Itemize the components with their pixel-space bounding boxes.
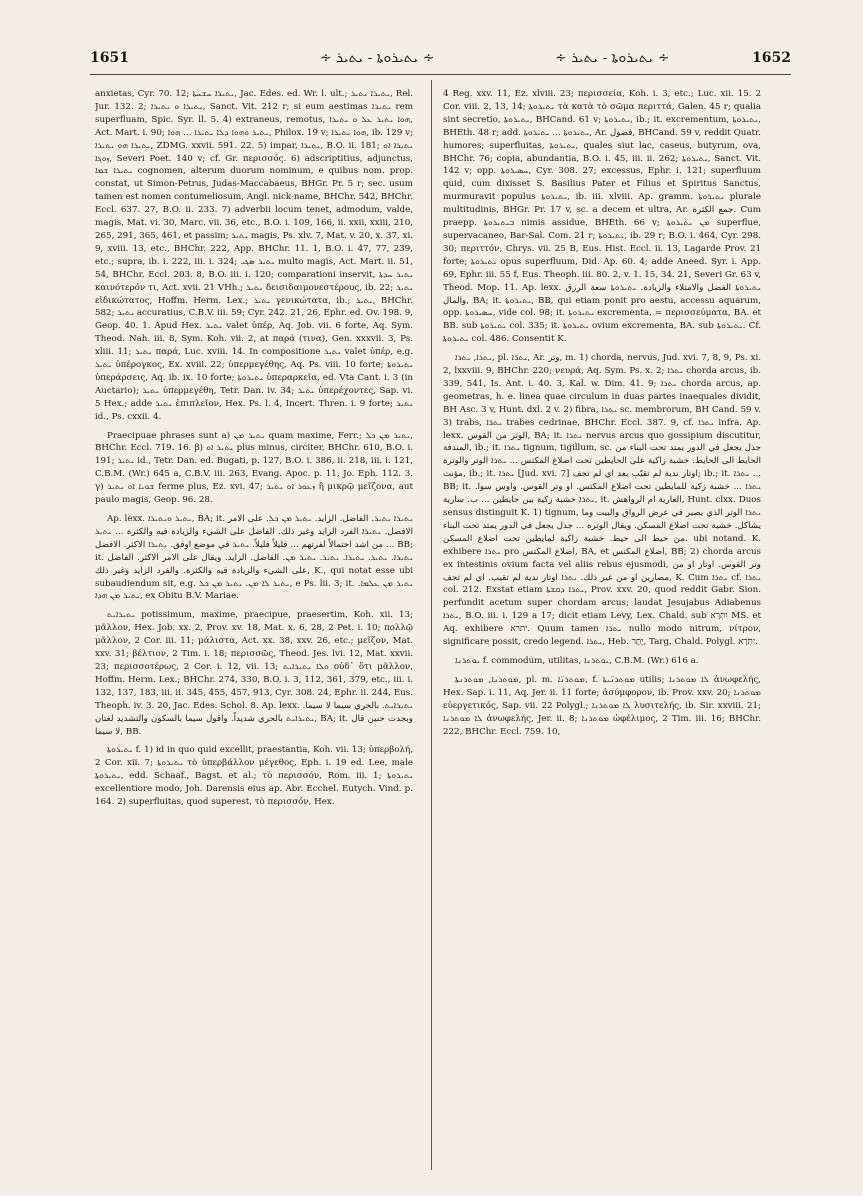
left-page-number: 1651 (90, 50, 129, 66)
right-page-number: 1652 (752, 50, 791, 66)
entry-paragraph: Praecipuae phrases sunt a) ܝܬܝܪ ܡܢ quam maxime, Ferr.; ܝܬܝܪ ܡܢ ܟܠ, BHChr. Eccl. 719. 16. β) ܝܬܝܪ ܐܘ plus minus, circiter, BHChr. 610, B.O. i. 191; ܝܬܝܪ id., Tetr. Dan. ed. Bugati, p. 127, B.O. i. 386, ii. 218, iii. i. 121, C.B.M. (Wr.) 645 a, C.B.V. iii. 263, Evang. Apoc. p. 11, Jo. Eph. 112. 3. γ) ܫܘܝܐ ܐܘ ܝܬܝܪ ferme plus, Ez. xvi. 47; ܙܥܘܪ ܐܘ ܝܬܝܪ ἢ μικρῷ μεῖζονα, aut paulo magis, Geop. 96. 28. (95, 430, 413, 506)
right-running-title: ∻ ܝܬܝܪܘܬܐ - ܝܬܝܪ ∻ (555, 50, 670, 66)
entry-paragraph: ܝܘܬܪܢܐ f. commodum, utilitas, ܝܘܬܪܢܐ, C.B.M. (Wr.) 616 a. (455, 655, 699, 666)
page-header (90, 40, 791, 75)
entry-paragraph: ܝܬܝܪܘܬܐ f. 1) id in quo quid excellit, praestantia, Koh. vii. 13; ὑπερβολή, 2 Cor. xii. 7; ܝܬܝܪܘܬܐ τὸ ὑπερβάλλον μέγεθος, Eph. i. 19 ed. Lee, male ܝܬܝܪܘܬܐ, edd. Schaaf., Bagst. et al.; τὸ περισσόν, Rom. iii. 1; ܝܬܝܪܘܬܐ excellentiore modo, Joh. Darensis eius ap. Abr. Ecchel. Eutych. Vind. p. 164. 2) superfluitas, quod superest, τὸ περισσόν, Hex. (95, 745, 413, 808)
entry-paragraph: ܝܬܪܐ, ܝܬܪܐ, pl. ܝܬܪ̈ܐ, Ar. وتر, m. 1) chorda, nervus, Jud. xvi. 7, 8, 9, Ps. xi. 2, lxxviii. 9, BHChr. 220; νευρά, Aq. Sym. Ps. x. 2; ܝܬܪܐ chorda arcus, ib. 339, 541, Is. Ant. i. 40. 3, Kal. w. Dim. 41. 9; ܝܬܪܐ chorda arcus, ap. geometras, h. e. linea quae circulum in duas partes inaequales dividit, BH Asc. 3 v, Hunt. dxl. 2 v. 2) fibra, ܝܬܪܐ sc. membrorum, BH Cand. 59 v. 3) trabs, ܝܬܪ̈ܐ trabes cedrinae, BHChr. Eccl. 387. 9, cf. ܝܬܪܐ infra. Ap. lexx. الوتر من القوس, BA; it. ܝܬܪܐ nervus arcus quo gossipium discutitur, المندفة, ib.; it. ܝܬܪܐ tignum, tigillum, sc. جذل يجعل في الدور يمتد تحت البناء من الحايط الى الحايط. خشبة زاكية على الحايطين تحت اضلاع المكتس ... ܝܬܪܐ الوتر والوترة مؤنث, ib.; it. ܝܬܪܐ [Jud. xvi. 7] اوتار ندية لم تقيّب بعد اي لم تجف; ib.; it. ܝܬܪܐ ... BB; it. ܝܬܪܐ ... خشبة زكية للمايطين تحت اضلاع المكتس. او وتر القوس. واوس سوا. ܝܬܪܐ خشبة زكية بين حايطين ... ب. سارية, it. العارية ام الرواهش, Hunt. clxx. Duos sensus distinguit K. 1) tignum, ܝܬܪܐ الوتر الذي يصير في عرض الرواق والبيت وما يشاكل. خشبة تحت اضلاع المسكن. ويقال الوترة ... جذل يجعل في الدور يمتد تحت البناء من حيط الى حيط. خشبة زاكية لمايطين تحت اضلاع المسكن. ubi notand. K. exhibere ܝܬܪܐ pro اضلاع المكتس, BA, et اضلاع المكتس, BB; 2) chorda arcus ex intestinis ovium facta vel aliis rebus ejusmodi, وتر القوس. اوتار او من مصارين او من غير ذلك. ܝܬܪܐ اوتار ندية لم تقيب. اي لم تجف, K. Cum ܝܬܪܐ cf. ܝܬܪܐ col. 212. Exstat etiam ܝܬܪܐ ܕܩܫܬܐ, Prov. xxv. 20, quod reddit Gabr. Sion. perfundit acetum super chordam arcus; laudat Jesujabus Adiabenus ܝܬܪܐ, B.O. iii. i. 129 a 17; dicit etiam Levy, Lex. Chald. sub יִתְרָא MS. et Aq. exhibere יתרא. Quum tamen ܝܬܪܐ nullo modo nitrum, νίτρον, significare possit, credo legend. ܝܬܪܐ, Heb. יֶתֶר, Targ. Chald. Polygl. יִתְרָא. (443, 353, 761, 648)
entry-paragraph: 4 Reg. xxv. 11, Ez. xlviii. 23; περισσεία, Koh. i. 3, etc.; Luc. xii. 15. 2 Cor. viii. 2, 13, 14; ܝܬܝܪܘܬܐ τὰ κατὰ τὸ σῶμα περιττά, Galen. 45 r; qualia sint secretio, ܝܬܝܪܘܬܐ, BHCand. 61 v; ܝܬܝܪܘܬܐ, ib.; it. excrementum, ܝܬܝܪܘܬܐ, BHEth. 48 r; add. ܝܬܝܪܘܬܐ ... ܝܬܝܪܘܬܐ, Ar. فضول, BHCand. 59 v, reddit Quatr. humores; superfluitas, ܝܬܝܪܘܬܐ, quales siut lac, caseus, butyrum, ova, BHChr. 76; copia, abundantia, B.O. i. 45, iii. ii. 262; ܝܬܝܪܘܬܐ, Sanct. Vit. 142 v; opp. ܚܣܝܪܘܬܐ, Cyr. 308. 27; excessus, Ephr. i. 121; superfluum quid, cum dixisset S. Basilius Pater et Filius et Spiritus Sanctus, murmuravit populus ܝܬܝܪܘܬܐ, ib. iii. xlviii. Ap. gramm. ܝܬܝܪܘܬܐ plurale multitudinis, BHGr. Pr. 17 v, sc. a decem et ultra, Ar. جمع الكثرة. Cum praepp. ܒܝܬܝܪܘܬܐ nimis assidue, BHEth. 66 v; ܡܢ ܝܬܝܪܘܬܐ superflue, supervacaneo, Bar-Sal. Com. 21 r; ܝܬܝܪܘܬܐ, ib. 29 r; B.O. i. 464, Cyr. 298. 30; περιττόν, Chrys. vii. 25 B, Eus. Hist. Eccl. ii. 13, Lagarde Prov. 21 forte; ܝܬܝܪܘܬܐ opus superfluum, Did. Ap. 60. 4; adde Aneed. Syr. i. App. 69, Ephr. iii. 55 f, Eus. Theoph. iii. 80. 2, v. 1. 15, 34. 21, Severi Gr. 63 v, Theod. Mop. 11. Ap. lexx. ܝܬܝܪܘܬܐ الفضل والامتلاء والزيادة. ܝܬܝܪܘܬܐ سعة الرزق والمال, BA; it. ܝܬܝܪܘܬܐ, BB, qui etiam ponit pro aestu, accessu aquarum, opp. ܚܣܝܪܘܬܐ, vide col. 98; it. ܝܬܝܪܘܬܐ excrementa, = περισσεύματα, BA. et BB. sub ܝܬܝܪܘܬܐ col. 335; it. ܝܬܝܪܘܬܐ ovium excrementa, BA. sub ܝܬܝܪܘܬܐ. Cf. ܝܬܝܪܘܬܐ col. 486. Consentit K. (443, 89, 761, 345)
left-running-title: ∻ ܝܬܝܪܘܬܐ - ܝܬܝܪ ∻ (320, 50, 435, 66)
left-column (95, 88, 413, 1168)
column-divider (431, 80, 432, 1170)
entry-paragraph: anxietas, Cyr. 70. 12; ܝܬܝܪܐ ܚܫܚܬܐ, Jac. Edes. ed. Wr. l. ult.; ܝܬܝܪܐ ܝܬܝܪ, Rel. Jur. 132. 2; ܝܬܝܪܐ ܘ ܝܬܝܪܐ, Sanct. Vit. 212 r; si eum aestimas ܝܬܝܪܐ rem superfluam, Spic. Syr. ll. 5. 4) extraneus, remotus, ܗܘܐ ܝܬܝܪ ܥܠ ܘ ܝܬܝܪܐ, Act. Mart. i. 90; ܝܬܝܪ ܘܗܘܐ ܕܠܐ ܝܬܝܪܐ ... ܗܘܐ, Philox. 19 v; ܗܘܐ ܝܬܝܪܐ, ib. 129 v; ܝܬܝܪܐ ܗܘ ܝܬܝܪܐ, ZDMG. xxvii. 591. 22. 5) impar, ܝܬܝܪܐ, B.O. ii. 181; ܝܬܝܪܐ ܐܘ ܙܘܓܐ, Severi Poet. 140 v; cf. Gr. περισσός. 6) adscriptitius, adjunctus, ܝܬܝܪܐ ܫܡܐ cognomen, alterum duorum nominum, e quibus nom. prop. constat, ut Simon-Petrus, Judas-Maccabaeus, BHGr. Pr. 5 r; sec. usum tamen est nomen contumeliosum, Angl. nick-name, BHChr. 542, BHChr. Eccl. 637. 27, B.O. ii. 233. 7) adverbii locum tenet, admodum, valde, magis, Mat. vi. 30, Marc. vii. 36, etc., B.O. i. 109, 166, ii. xxii, xxiii, 210, 265, 291, 365, 461, et passim; ܝܬܝܪ magis, Ps. xlv. 7, Mat. v. 20, x. 37, xi. 9, xviii. 13, etc., BHChr. 222, App. BHChr. 11. 1, B.O. i. 47, 77, 239, etc.; supra, ib. i. 222, iii. i. 324; ܝܬܝܪ ܣܓܝ multo magis, Act. Mart. ii. 51, 54, BHChr. Eccl. 203. 8, B.O. iii. i. 120; comparationi inservit, ܝܬܝܪ ܚܕܬܐ καινότερόν τι, Act. xvii. 21 VHh.; ܝܬܝܪ δεισιδαιμονεστέρους, ib. 22; ܝܬܝܪ εἰδικώτατος, Hoffm. Herm. Lex.; ܝܬܝܪ γενικώτατα, ib.; ܝܬܝܪ, BHChr. 582; ܝܬܝܪ accuratius, C.B.V. iii. 59; Cyr. 242. 21, 26, Ephr. ed. Ov. 198. 9, Geop. 40. 1. Apud Hex. ܝܬܝܪ valet ὑπέρ, Aq. Job. vii. 6 forte, Aq. Sym. Theod. Nah. iii. 8, Sym. Koh. vii. 2, at παρά (τινα), Gen. xxxvii. 3, Ps. xliii. 11; ܝܬܝܪ παρά, Luc. xviii. 14. In compositione ܝܬܝܪ valet ὑπέρ, e.g. ܝܬܝܪ ὑπέρογκος, Ex. xviii. 22; ὑπερμεγέθης, Aq. Ps. viii. 10 forte; ܝܬܝܪܘܬܐ ὑπεράρσεις, Aq. ib. ix. 10 forte; ܝܬܝܪܘܬܐ ὑπεραρκεῖα, ed. Vta Cant. i. 3 (in Auctario); ܝܬܝܪ ὑπερμεγέθη, Tetr. Dan. iv. 34; ܝܬܝܪ ὑπερέχοντες, Sap. vi. 5 Hex.; adde ܝܬܝܪ ἐπιπλεῖον, Hex. Ps. l. 4, Incert. Thren. i. 9 forte; ܝܬܝܪ id., Ps. cxxii. 4. (95, 89, 413, 422)
entry-paragraph: Ap. lexx. ܝܬܝܪ ܘܝܬܝܪܐ, BA; it. ܝܬܝܪܐ ܝܬܝܪ. الفاضل. الزايد. ܝܬܝܪ ܡܢ ܟܠ. على الامر الافضل. ܝܬܝܪܐ الفرد الزايد وغير ذلك. الفاضل على الشيء والزيادة فيه والكثرة ... ܝܬܝܪ ... من اشد احتمالاً لفرتهم ... فليلاً فليلاً. ܝܬܝܪ في موضع اوفق. ܝܬܝܪܐ الاكثر. الافضل BB; it. ܝܬܝܪܐ. ܝܬܝܪ. ܝܬܝܪܐ. ܝܬܝܪ. ܝܬܝܪ ܡܢ. الفاضل. الزايد. ويقال على الامر الاكثر. الفاضل على الشيء والزيادة فيه والكثرة. والفرد الزايد وغير ذلك, K., qui notat esse ubi subaudiendum sit, e.g. ܝܬܝܪ ܠܐ ܡܢ. ܝܬܝܪ ܡܢ ܟܠ, e Ps. lii. 3; it. ܝܬܝܪ ܡܢ ܥܠܡܐ. ܝܬܝܪ ܡܢ ܗܕܐ, ex Obitu B.V. Mariae. (95, 514, 413, 602)
entry-paragraph: ܝܬܝܪܐܝܬ potissimum, maxime, praecipue, praesertim, Koh. xii. 13; μᾶλλον, Hex. Job. xx. 2, Prov. xv. 18, Mat. x. 6, 28, 2 Pet. i. 10; πολλῷ μᾶλλον, 2 Cor. iii. 11; μάλιστα, Act. xx. 38, xxv. 26, etc.; μεῖζον, Mat. xxv. 31; βέλτιον, 2 Tim. i. 18; περισσῶς, Theod. Jes. lvi. 12, Mat. xxvii. 23; περισσοτέρως, 2 Cor. i. 12, vii. 13; ܘܠܐ ܝܬܝܪܐܝܬ οὐδ᾽ ὅτι μᾶλλον, Hoffm. Herm. Lex.; BHChr. 274, 330, B.O. i. 3, 112, 361, 379, etc., iii. i. 132, 137, 183, iii. ii. 345, 455, 457, 913, Cyr. 308. 24, Ephr. ii. 244, Eus. Theoph. iv. 3. 20, Jac. Edes. Schol. 8. Ap. lexx. ܝܬܝܪܐܝܬ. بالحري سيما لا سيما. ܝܬܝܪܐܝܬ بالحري شديداً. واقول سيما بالسكون والتشديد لغتان, BA; it. وبجدت حنين قال لا سيما, BB. (95, 610, 413, 737)
right-column (443, 88, 761, 1168)
entry-paragraph: ܡܘܬܪܢܐ, ܡܘܬܪܢܬܐ, pl. m. ܡܘܬܪܢ̈ܐ, f. ܡܘܬܪܢ̈ܝܬܐ utilis; ܠܐ ܡܘܬܪܢܐ ἀνωφελής, Hex. Sap. i. 11, Aq. Jer. ii. 11 forte; ἀσύμφορον, ib. Prov. xxv. 20; ܡܘܬܪܢܐ εὐεργετικός, Sap. vii. 22 Polygl.; ܠܐ ܡܘܬܪܢܐ λυσιτελής, ib. Sir. xxviii. 21; ܠܐ ܡܘܬܪܢܐ ἀνωφελής, Jer. ii. 8; ܡܘܬܪܢܐ ὠφέλιμος, 2 Tim. iii. 16; BHChr. 222, BHChr. Eccl. 759. 10, (443, 674, 761, 737)
